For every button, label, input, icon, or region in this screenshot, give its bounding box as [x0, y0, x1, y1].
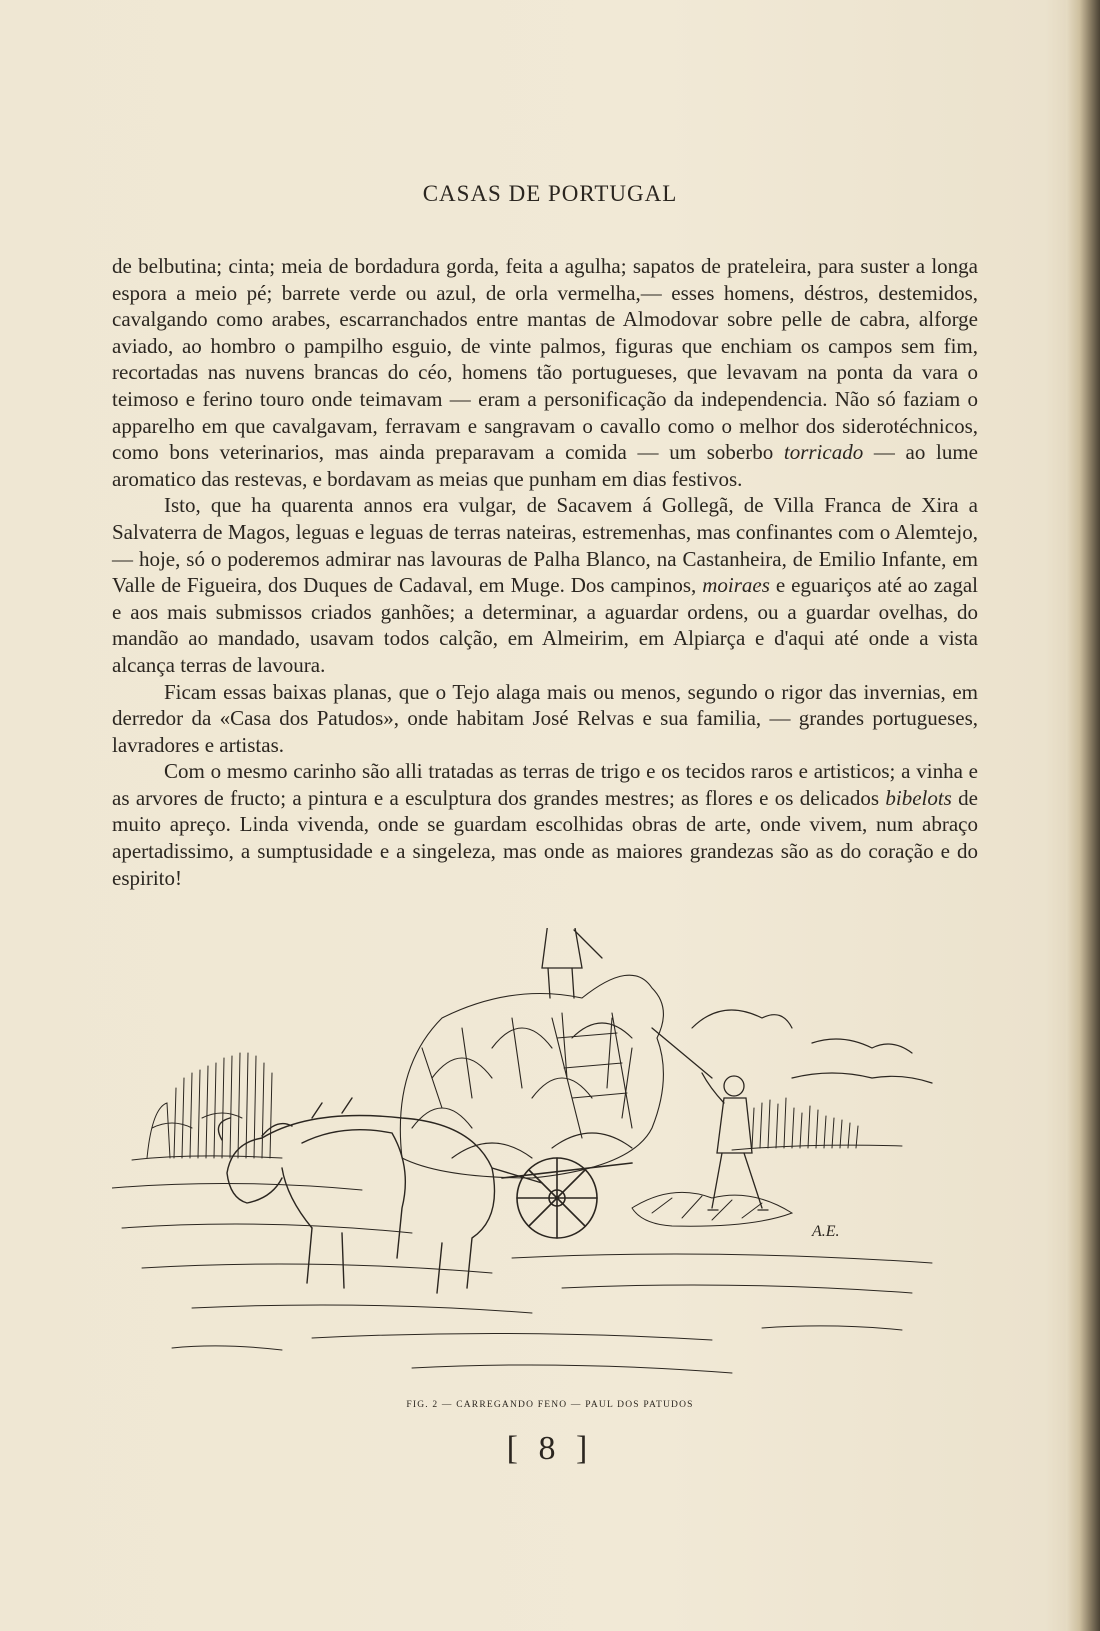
man-on-cart: [542, 928, 602, 998]
ground: [112, 1183, 932, 1373]
page-number: [ 8 ]: [506, 1430, 594, 1467]
paragraph-1: de belbutina; cinta; meia de bordadura gorda, feita a agulha; sapatos de prateleira, para suster a longa espora a meio pé; barrete verde ou azul, de orla vermelha,— esses homens, déstros, destemidos, cavalgando como arabes, escarranchados entre mantas de Almodovar sobre pelle de cabra, alforge aviado, ao hombro o pampilho esguio, de vinte palmos, figuras que enchiam os campos sem fim, recortadas nas nuvens brancas do céo, homens tão portugueses, que levavam na ponta da vara o teimoso e ferino touro onde teimavam — eram a personificação da independencia. Não só faziam o apparelho em que cavalgavam, ferravam e sangravam o cavallo como o melhor dos siderotéchnicos, como bons veterinarios, mas ainda preparavam a comida — um soberbo torricado — ao lume aromatico das restevas, e bordavam as meias que punham em dias festivos.: [112, 254, 979, 491]
hay-stack: [400, 975, 663, 1178]
paragraph-4: Com o mesmo carinho são alli tratadas as terras de trigo e os tecidos raros e artisticos; a vinha e as arvores de fructo; a pintura e a esculptura dos grandes mestres; as flores e os delicados bibelots de muito apreço. Linda vivenda, onde se guardam escolhidas obras de arte, onde vivem, num abraço apertadissimo, a sumptusidade e a singeleza, mas onde as maiores grandezas são as do coração e do espirito!: [112, 759, 979, 890]
loose-hay: [632, 1192, 792, 1226]
paragraph-2: Isto, que ha quarenta annos era vulgar, de Sacavem á Gollegã, de Villa Franca de Xira a Salvaterra de Magos, leguas e leguas de terras nateiras, estremenhas, mas confinantes com o Alemtejo, — hoje, só o poderemos admirar nas lavouras de Palha Blanco, na Castanheira, de Emilio Infante, em Valle de Figueira, dos Duques de Cadaval, em Muge. Dos campinos, moiraes e eguariços até ao zagal e aos mais submissos criados ganhões; a determinar, a aguardar ordens, ou a guardar ovelhas, do mandão ao mandado, usavam todos calção, em Almeirim, em Alpiarça e d'aqui até onde a vista alcança terras de lavoura.: [112, 493, 978, 677]
paragraph-3: Ficam essas baixas planas, que o Tejo alaga mais ou menos, segundo o rigor das invernias, em derredor da «Casa dos Patudos», onde habitam José Relvas e sua familia, — grandes portugueses, lavradores e artistas.: [112, 679, 978, 757]
trees-right: [732, 1098, 902, 1150]
hay-cart-illustration: [112, 928, 992, 1398]
artist-signature: A.E.: [812, 1223, 840, 1240]
book-spine-shadow: [1066, 0, 1100, 1631]
running-header: CASAS DE PORTUGAL: [422, 181, 678, 206]
cart-wheel: [502, 1158, 632, 1238]
trees-left: [132, 1053, 282, 1160]
clouds: [692, 1010, 932, 1083]
boy-with-pitchfork: [652, 1028, 768, 1210]
figure-caption: FIG. 2 — CARREGANDO FENO — PAUL DOS PATUDOS: [406, 1400, 694, 1410]
body-text: [112, 253, 978, 891]
